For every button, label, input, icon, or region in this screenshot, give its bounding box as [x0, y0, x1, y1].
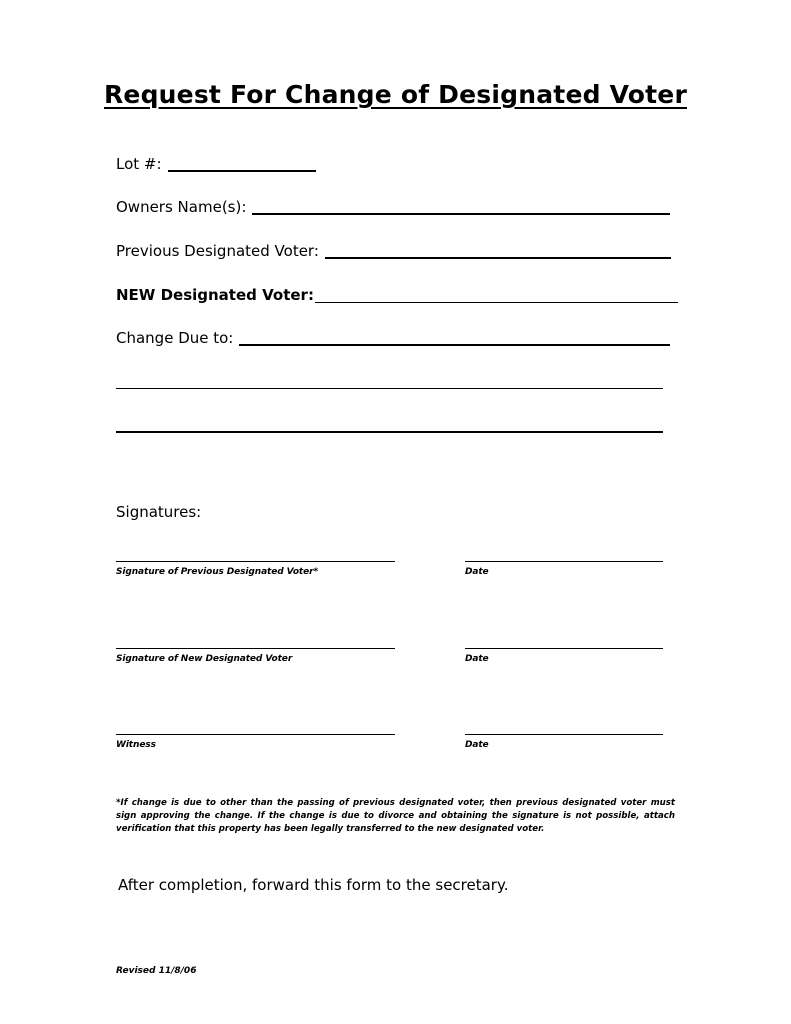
lot-input-line[interactable]: [168, 170, 316, 172]
new-voter-signature-line[interactable]: [116, 648, 395, 649]
previous-voter-signature-caption: Signature of Previous Designated Voter*: [116, 567, 319, 577]
previous-voter-date-caption: Date: [465, 567, 489, 577]
completion-note: After completion, forward this form to the secretary.: [118, 876, 509, 894]
revision-date: Revised 11/8/06: [116, 966, 197, 976]
previous-voter-date-line[interactable]: [465, 561, 663, 562]
new-voter-label: NEW Designated Voter:: [116, 286, 314, 304]
new-voter-signature-caption: Signature of New Designated Voter: [116, 654, 293, 664]
footnote: *If change is due to other than the passing of previous designated voter, then previous designated voter must sign approving the change. If the change is due to divorce and obtaining the signature is not possible, attach verification that this property has been legally transferred to the new designated voter.: [116, 798, 675, 834]
witness-signature-line[interactable]: [116, 734, 395, 735]
change-due-label: Change Due to:: [116, 329, 234, 347]
signatures-heading: Signatures:: [116, 503, 202, 521]
previous-voter-label: Previous Designated Voter:: [116, 242, 319, 260]
change-due-field: [116, 327, 670, 349]
new-voter-date-caption: Date: [465, 654, 489, 664]
previous-voter-input-line[interactable]: [325, 257, 671, 259]
change-due-extra-line-1[interactable]: [116, 388, 663, 389]
new-voter-input-line[interactable]: [315, 302, 678, 303]
lot-label: Lot #:: [116, 155, 162, 173]
new-voter-field: [116, 284, 678, 306]
previous-voter-signature-line[interactable]: [116, 561, 395, 562]
witness-date-caption: Date: [465, 740, 489, 750]
change-due-extra-line-2[interactable]: [116, 431, 663, 433]
change-due-input-line[interactable]: [239, 344, 670, 346]
previous-voter-field: [116, 240, 671, 262]
owners-input-line[interactable]: [252, 213, 670, 215]
witness-date-line[interactable]: [465, 734, 663, 735]
new-voter-date-line[interactable]: [465, 648, 663, 649]
owners-label: Owners Name(s):: [116, 198, 247, 216]
lot-field: [116, 153, 316, 175]
form-title: Request For Change of Designated Voter: [103, 80, 687, 109]
witness-signature-caption: Witness: [116, 740, 156, 750]
owners-field: [116, 196, 670, 218]
